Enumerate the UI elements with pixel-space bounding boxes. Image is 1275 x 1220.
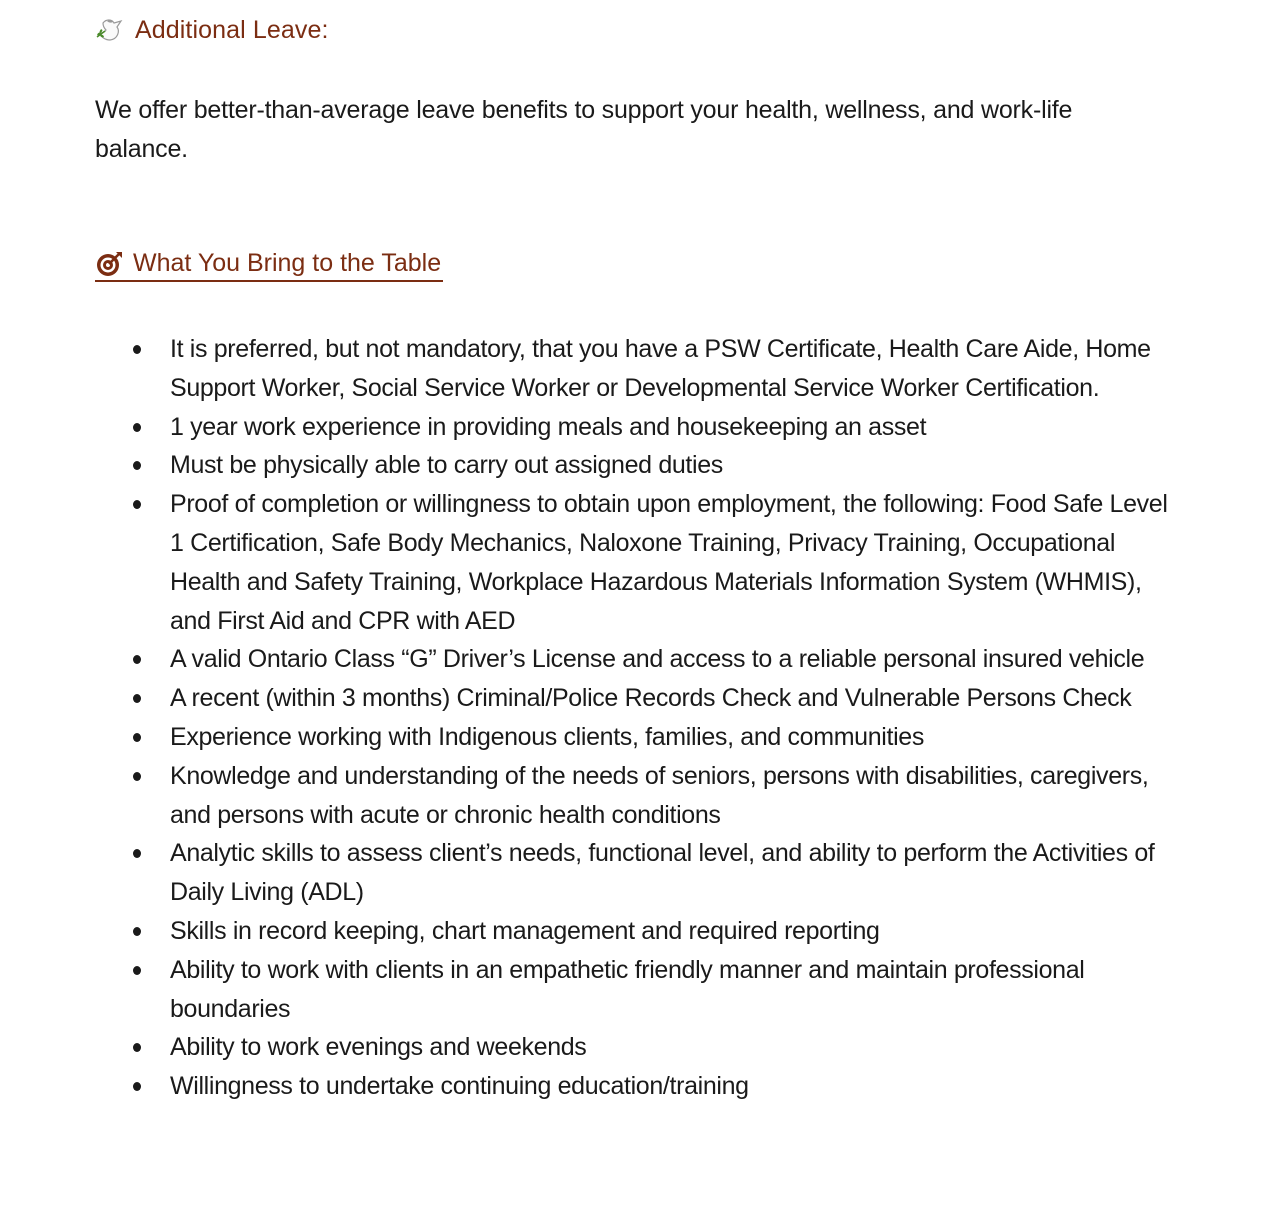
bullet-icon: [133, 500, 141, 509]
what-you-bring-heading: [95, 249, 443, 282]
list-item-text: A recent (within 3 months) Criminal/Police Records Check and Vulnerable Persons Check: [170, 684, 1132, 713]
list-item-text: Must be physically able to carry out assigned duties: [170, 451, 723, 480]
list-item: [95, 640, 1170, 679]
list-item: [95, 951, 1170, 1029]
list-item-text: Ability to work with clients in an empathetic friendly manner and maintain professional boundaries: [170, 955, 1085, 1023]
list-item: [95, 679, 1170, 718]
list-item-text: Willingness to undertake continuing education/training: [170, 1072, 749, 1101]
list-item-text: A valid Ontario Class “G” Driver’s License and access to a reliable personal insured vehicle: [170, 645, 1145, 674]
what-you-bring-heading-text: What You Bring to the Table: [133, 249, 442, 277]
bullet-icon: [133, 461, 141, 470]
target-icon: [95, 250, 125, 278]
bullet-icon: [133, 345, 141, 354]
additional-leave-heading-text: Additional Leave:: [135, 16, 329, 44]
requirements-list: [95, 330, 1170, 1106]
list-item: [95, 1028, 1170, 1067]
bullet-icon: [133, 1082, 141, 1091]
bullet-icon: [133, 927, 141, 936]
list-item: [95, 912, 1170, 951]
list-item: [95, 446, 1170, 485]
list-item-text: 1 year work experience in providing meals and housekeeping an asset: [170, 412, 927, 441]
list-item-text: Proof of completion or willingness to obtain upon employment, the following: Food Safe Level 1 Certification, Safe Body Mechanics, Naloxone Training, Privacy Training, Occupational Health and Safety Training, Workplace Hazardous Materials Information System (WHMIS), and First Aid and CPR with AED: [170, 490, 1168, 635]
bullet-icon: [133, 423, 141, 432]
bullet-icon: [133, 733, 141, 742]
bullet-icon: [133, 655, 141, 664]
bullet-icon: [133, 772, 141, 781]
bullet-icon: [133, 966, 141, 975]
bullet-icon: [133, 849, 141, 858]
list-item-text: Knowledge and understanding of the needs of seniors, persons with disabilities, caregivers, and persons with acute or chronic health conditions: [170, 761, 1149, 829]
list-item: [95, 1067, 1170, 1106]
list-item-text: It is preferred, but not mandatory, that you have a PSW Certificate, Health Care Aide, Home Support Worker, Social Service Worker or Developmental Service Worker Certification.: [170, 335, 1151, 402]
dove-icon: [95, 17, 125, 45]
list-item-text: Skills in record keeping, chart management and required reporting: [170, 916, 880, 945]
bullet-icon: [133, 694, 141, 703]
list-item: [95, 834, 1170, 912]
additional-leave-heading: [95, 16, 329, 45]
bullet-icon: [133, 1043, 141, 1052]
list-item: [95, 718, 1170, 757]
list-item-text: Ability to work evenings and weekends: [170, 1033, 587, 1062]
list-item: [95, 330, 1170, 408]
list-item-text: Experience working with Indigenous clients, families, and communities: [170, 722, 925, 751]
additional-leave-paragraph: We offer better-than-average leave benefits to support your health, wellness, and work-life balance.: [95, 96, 1073, 163]
list-item: [95, 757, 1170, 835]
list-item: [95, 485, 1170, 640]
list-item: [95, 408, 1170, 447]
list-item-text: Analytic skills to assess client’s needs, functional level, and ability to perform the Activities of Daily Living (ADL): [170, 839, 1155, 907]
